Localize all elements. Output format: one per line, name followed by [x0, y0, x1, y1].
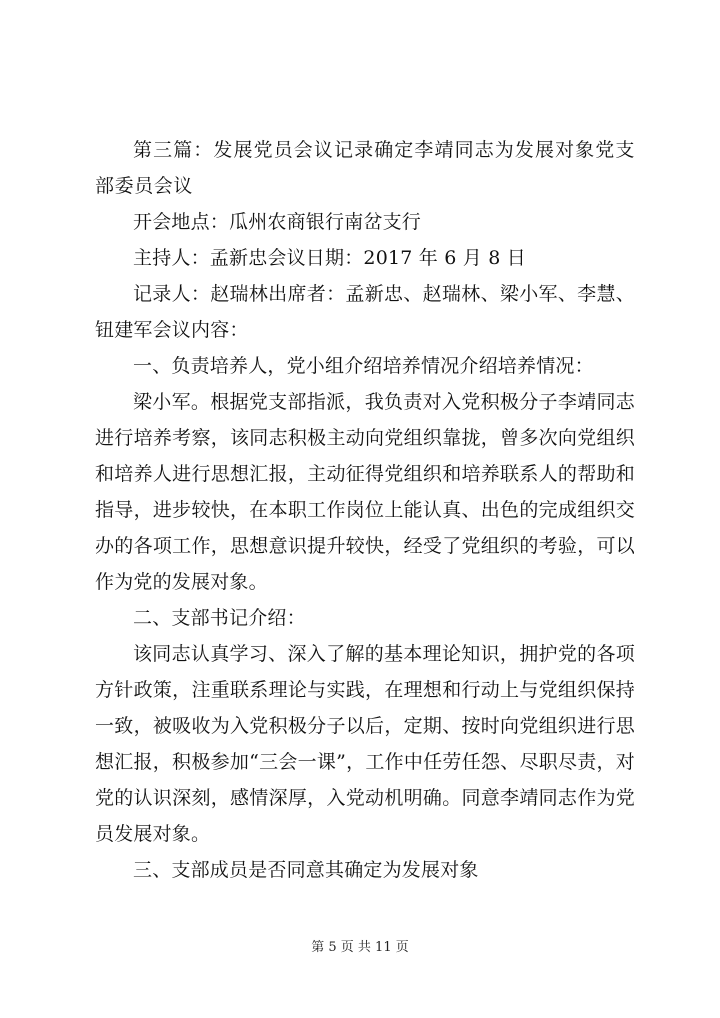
section-three-heading: 三、支部成员是否同意其确定为发展对象 [133, 859, 479, 881]
document-body [95, 132, 635, 888]
meeting-recorder-attendees: 记录人：赵瑞林出席者：孟新忠、赵瑞林、梁小军、李慧、钮建军会议内容： [95, 283, 635, 341]
page-number-footer: 第 5 页 共 11 页 [311, 940, 409, 955]
section-one-heading: 一、负责培养人，党小组介绍培养情况介绍培养情况： [133, 355, 594, 377]
meeting-host-date: 主持人：孟新忠会议日期：2017 年 6 月 8 日 [133, 247, 526, 269]
section-two-body: 该同志认真学习、深入了解的基本理论知识，拥护党的各项方针政策，注重联系理论与实践，在理想和行动上与党组织保持一致，被吸收为入党积极分子以后，定期、按时向党组织进行思想汇报，积极参加“三会一课”，工作中任劳任怨、尽职尽责，对党的认识深刻，感情深厚，入党动机明确。同意李靖同志作为党员发展对象。 [95, 643, 635, 845]
section-two-heading: 二、支部书记介绍： [133, 607, 306, 629]
meeting-location: 开会地点：瓜州农商银行南岔支行 [133, 211, 422, 233]
section-one-body: 梁小军。根据党支部指派，我负责对入党积极分子李靖同志进行培养考察，该同志积极主动向党组织靠拢，曾多次向党组织和培养人进行思想汇报，主动征得党组织和培养联系人的帮助和指导，进步较快，在本职工作岗位上能认真、出色的完成组织交办的各项工作，思想意识提升较快，经受了党组织的考验，可以作为党的发展对象。 [95, 391, 635, 593]
document-title: 第三篇：发展党员会议记录确定李靖同志为发展对象党支部委员会议 [95, 139, 635, 197]
